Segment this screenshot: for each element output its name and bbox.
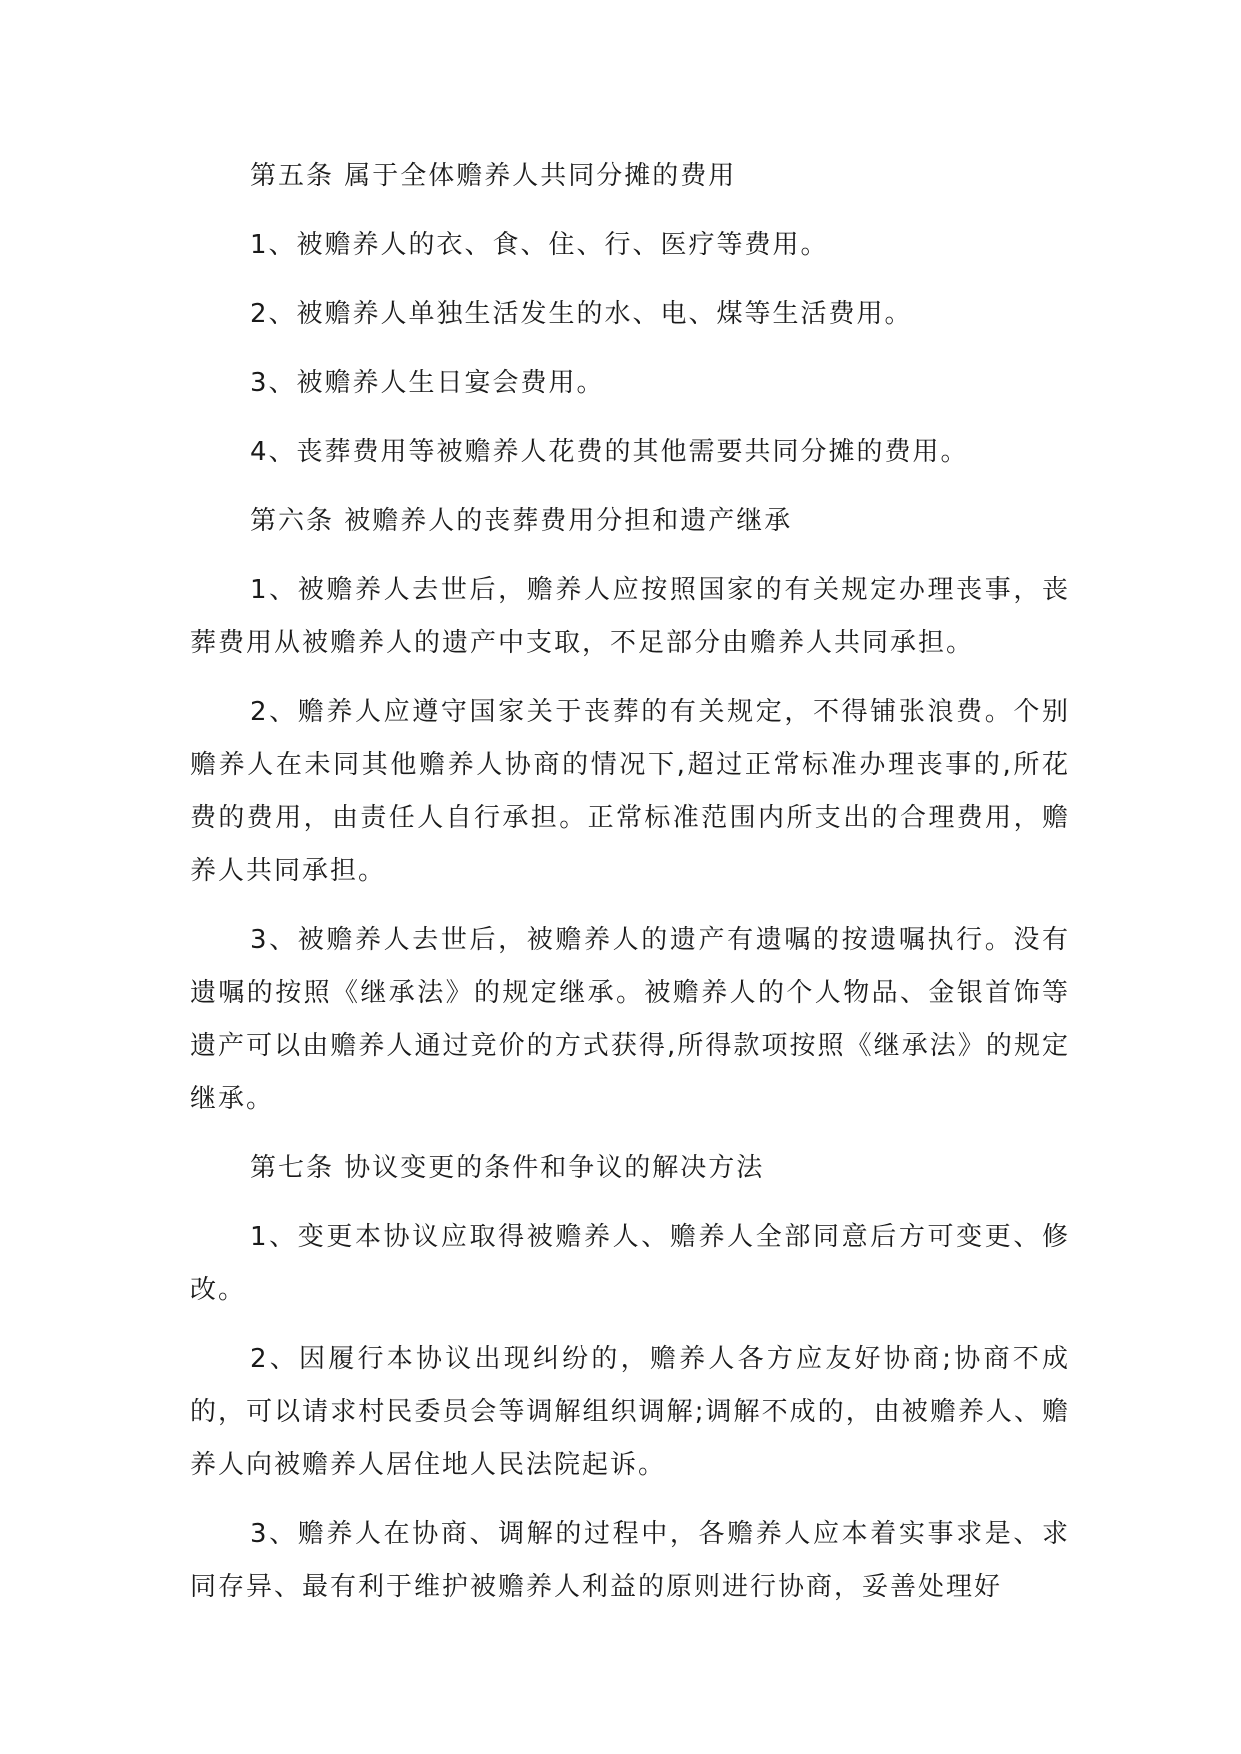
article-7-item-3: 3、赡养人在协商、调解的过程中，各赡养人应本着实事求是、求同存异、最有利于维护被赡养人利益的原则进行协商，妥善处理好: [190, 1519, 1070, 1602]
article-7-heading: 第七条 协议变更的条件和争议的解决方法: [250, 1153, 765, 1183]
article-5-item-2: 2、被赡养人单独生活发生的水、电、煤等生活费用。: [250, 299, 913, 329]
article-6-item-1: 1、被赡养人去世后，赡养人应按照国家的有关规定办理丧事，丧葬费用从被赡养人的遗产中支取，不足部分由赡养人共同承担。: [190, 575, 1070, 658]
article-6-item-2: 2、赡养人应遵守国家关于丧葬的有关规定，不得铺张浪费。个别赡养人在未同其他赡养人协商的情况下,超过正常标准办理丧事的,所花费的费用，由责任人自行承担。正常标准范围内所支出的合理费用，赡养人共同承担。: [190, 697, 1070, 886]
document-body: [190, 150, 1070, 1630]
article-6-heading: 第六条 被赡养人的丧葬费用分担和遗产继承: [250, 506, 793, 536]
article-5-item-1: 1、被赡养人的衣、食、住、行、医疗等费用。: [250, 230, 829, 260]
article-6-item-3: 3、被赡养人去世后，被赡养人的遗产有遗嘱的按遗嘱执行。没有遗嘱的按照《继承法》的规定继承。被赡养人的个人物品、金银首饰等遗产可以由赡养人通过竞价的方式获得,所得款项按照《继承法》的规定继承。: [190, 925, 1070, 1114]
article-5-item-4: 4、丧葬费用等被赡养人花费的其他需要共同分摊的费用。: [250, 437, 969, 467]
article-7-item-2: 2、因履行本协议出现纠纷的，赡养人各方应友好协商;协商不成的，可以请求村民委员会等调解组织调解;调解不成的，由被赡养人、赡养人向被赡养人居住地人民法院起诉。: [190, 1344, 1070, 1480]
article-5-item-3: 3、被赡养人生日宴会费用。: [250, 368, 605, 398]
article-5-heading: 第五条 属于全体赡养人共同分摊的费用: [250, 161, 737, 191]
article-7-item-1: 1、变更本协议应取得被赡养人、赡养人全部同意后方可变更、修改。: [190, 1222, 1070, 1305]
